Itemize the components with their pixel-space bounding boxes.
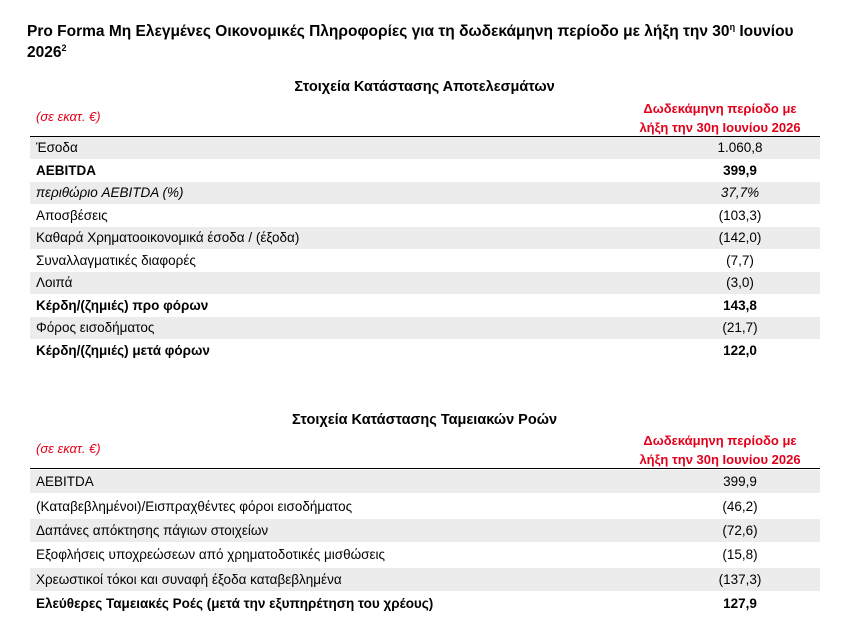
income-period-line2: λήξη την 30η Ιουνίου 2026 bbox=[639, 120, 801, 135]
row-value: 399,9 bbox=[723, 474, 757, 490]
row-value: (137,3) bbox=[718, 571, 762, 587]
row-label: Δαπάνες απόκτησης πάγιων στοιχείων bbox=[36, 522, 269, 538]
row-label: Συναλλαγματικές διαφορές bbox=[36, 252, 196, 268]
title-superscript: η bbox=[729, 21, 736, 32]
table-row bbox=[30, 272, 820, 295]
income-unit-label: (σε εκατ. €) bbox=[36, 109, 101, 124]
cash-flow-header-rule bbox=[30, 468, 820, 469]
table-row bbox=[30, 160, 820, 183]
row-value: 127,9 bbox=[723, 596, 757, 612]
document-title-year: 2026 bbox=[27, 44, 62, 61]
income-statement-table bbox=[30, 137, 820, 362]
table-row bbox=[30, 182, 820, 205]
table-row bbox=[30, 227, 820, 250]
table-row bbox=[30, 568, 820, 592]
table-row bbox=[30, 317, 820, 340]
row-label: Έσοδα bbox=[36, 140, 78, 156]
table-row bbox=[30, 205, 820, 228]
footnote-marker: 2 bbox=[61, 42, 67, 53]
row-value: (72,6) bbox=[722, 522, 758, 538]
row-label: Κέρδη/(ζημιές) προ φόρων bbox=[36, 297, 209, 313]
row-label: (Καταβεβλημένοι)/Εισπραχθέντες φόροι εισοδήματος bbox=[36, 498, 353, 514]
row-value: 143,8 bbox=[723, 297, 757, 313]
row-label: Λοιπά bbox=[36, 275, 73, 291]
row-label: περιθώριο AEBITDA (%) bbox=[36, 185, 184, 201]
cash-flow-title: Στοιχεία Κατάστασης Ταμειακών Ροών bbox=[291, 412, 558, 428]
table-row bbox=[30, 543, 820, 567]
row-label: Ελεύθερες Ταμειακές Ροές (μετά την εξυπηρέτηση του χρέους) bbox=[36, 596, 434, 612]
row-label: AEBITDA bbox=[36, 474, 94, 490]
row-label: Κέρδη/(ζημιές) μετά φόρων bbox=[36, 342, 210, 358]
row-label: Χρεωστικοί τόκοι και συναφή έξοδα καταβεβλημένα bbox=[36, 571, 342, 587]
row-value: 122,0 bbox=[723, 342, 757, 358]
row-label: Καθαρά Χρηματοοικονομικά έσοδα / (έξοδα) bbox=[36, 230, 300, 246]
row-value: 1.060,8 bbox=[717, 140, 763, 156]
row-value: 399,9 bbox=[723, 162, 757, 178]
table-row bbox=[30, 295, 820, 318]
table-row bbox=[30, 470, 820, 494]
table-row bbox=[30, 519, 820, 543]
income-statement-title: Στοιχεία Κατάστασης Αποτελεσμάτων bbox=[294, 79, 555, 95]
table-row bbox=[30, 250, 820, 273]
document-title-text: Pro Forma Μη Ελεγμένες Οικονομικές Πληροφορίες για τη δωδεκάμηνη περίοδο με λήξη την 30 bbox=[27, 23, 730, 40]
cash-flow-period-line2: λήξη την 30η Ιουνίου 2026 bbox=[639, 452, 801, 467]
row-label: Φόρος εισοδήματος bbox=[36, 320, 155, 336]
row-value: (3,0) bbox=[726, 275, 754, 291]
document-title bbox=[27, 21, 827, 63]
cash-flow-period-header bbox=[600, 431, 840, 469]
row-label: AEBITDA bbox=[36, 162, 96, 178]
row-value: (21,7) bbox=[722, 320, 758, 336]
row-value: (142,0) bbox=[718, 230, 762, 246]
table-row bbox=[30, 137, 820, 160]
row-value: (15,8) bbox=[722, 547, 758, 563]
cash-flow-unit-label: (σε εκατ. €) bbox=[36, 441, 101, 456]
table-row bbox=[30, 592, 820, 616]
row-label: Εξοφλήσεις υποχρεώσεων από χρηματοδοτικές μισθώσεις bbox=[36, 547, 386, 563]
table-row bbox=[30, 340, 820, 363]
table-row bbox=[30, 494, 820, 518]
income-period-line1: Δωδεκάμηνη περίοδο με bbox=[643, 101, 797, 116]
row-value: (103,3) bbox=[718, 207, 762, 223]
cash-flow-period-line1: Δωδεκάμηνη περίοδο με bbox=[643, 433, 797, 448]
document-title-cont: Ιουνίου bbox=[735, 23, 794, 40]
row-label: Αποσβέσεις bbox=[36, 207, 108, 223]
cash-flow-table bbox=[30, 470, 820, 616]
row-value: 37,7% bbox=[720, 185, 760, 201]
row-value: (46,2) bbox=[722, 498, 758, 514]
income-period-header bbox=[600, 99, 840, 137]
row-value: (7,7) bbox=[726, 252, 754, 268]
